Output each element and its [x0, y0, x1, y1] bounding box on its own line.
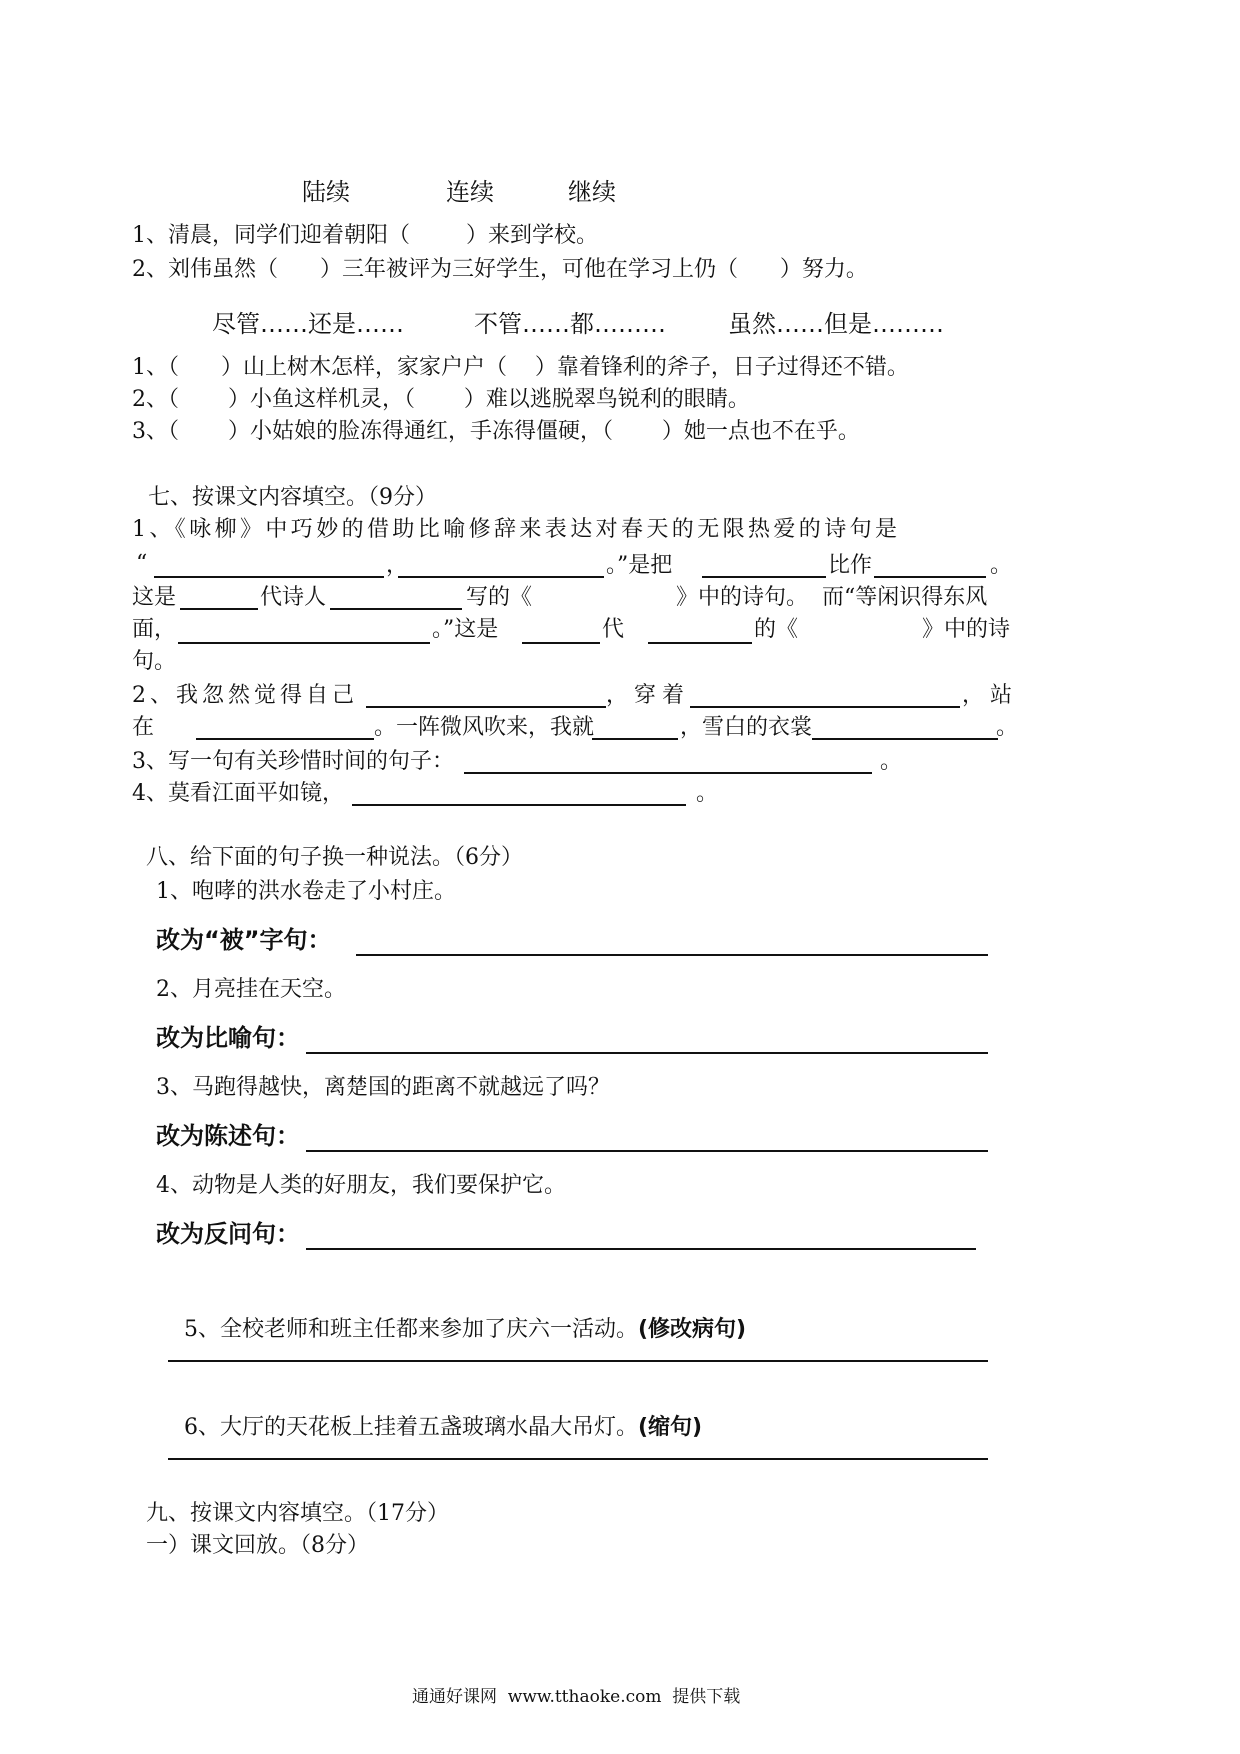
text: 。”这是	[432, 617, 499, 642]
text: 代诗人	[260, 585, 327, 610]
rewrite-label: 改为反问句：	[156, 1220, 300, 1248]
answer-blank[interactable]	[648, 642, 752, 644]
answer-blank[interactable]	[306, 1248, 976, 1250]
subsection-title: 一）课文回放。（8分）	[146, 1533, 369, 1558]
section-title: 七、按课文内容填空。（9分）	[148, 485, 437, 510]
answer-blank[interactable]	[180, 608, 258, 610]
text: 代	[602, 617, 625, 642]
word-choice: 虽然……但是………	[728, 310, 944, 338]
text: 面，	[132, 617, 177, 642]
answer-blank[interactable]	[196, 738, 374, 740]
answer-blank[interactable]	[874, 576, 986, 578]
text: 3、写一句有关珍惜时间的句子：	[132, 749, 454, 774]
answer-blank[interactable]	[356, 954, 988, 956]
word-choice: 尽管……还是……	[212, 310, 404, 338]
text: ，站	[962, 683, 1019, 708]
text: 。一阵微风吹来，我就	[374, 715, 595, 740]
answer-blank[interactable]	[352, 804, 686, 806]
text: 4、莫看江面平如镜，	[132, 781, 344, 806]
text: 句。	[132, 649, 177, 674]
word-choice: 继续	[568, 178, 616, 206]
question-line: 1、咆哮的洪水卷走了小村庄。	[156, 879, 456, 904]
question-text: 6、大厅的天花板上挂着五盏玻璃水晶大吊灯。	[184, 1415, 638, 1440]
footer: 通通好课网 www.tthaoke.com 提供下载	[412, 1687, 741, 1707]
question-line	[170, 1386, 702, 1442]
question-line: 2、刘伟虽然（ ）三年被评为三好学生，可他在学习上仍（ ）努力。	[132, 257, 868, 282]
text: 2、我忽然觉得自己	[132, 683, 358, 708]
text: 。	[996, 715, 1019, 740]
question-line: 3、马跑得越快，离楚国的距离不就越远了吗？	[156, 1075, 610, 1100]
text: ，	[386, 553, 409, 578]
answer-blank[interactable]	[154, 576, 384, 578]
section-title: 八、给下面的句子换一种说法。（6分）	[146, 845, 523, 870]
word-choice: 连续	[446, 178, 494, 206]
text: ，穿着	[606, 683, 691, 708]
text: 。	[880, 749, 903, 774]
answer-blank[interactable]	[398, 576, 604, 578]
answer-blank[interactable]	[812, 738, 998, 740]
answer-blank[interactable]	[592, 738, 678, 740]
question-line: 1、清晨，同学们迎着朝阳（ ）来到学校。	[132, 223, 598, 248]
rewrite-label: 改为比喻句：	[156, 1024, 300, 1052]
text: 。	[696, 781, 719, 806]
answer-blank[interactable]	[168, 1458, 988, 1460]
question-tag: (修改病句)	[638, 1317, 747, 1342]
question-line	[170, 1288, 746, 1344]
question-tag: (缩句)	[638, 1415, 703, 1440]
text: “	[136, 551, 148, 576]
word-choice: 不管……都………	[474, 310, 666, 338]
rewrite-label: 改为陈述句：	[156, 1122, 300, 1150]
answer-blank[interactable]	[306, 1052, 988, 1054]
answer-blank[interactable]	[464, 772, 872, 774]
answer-blank[interactable]	[690, 706, 960, 708]
answer-blank[interactable]	[178, 642, 430, 644]
answer-blank[interactable]	[306, 1150, 988, 1152]
text: 》中的诗	[922, 617, 1011, 642]
question-line: 2、（ ）小鱼这样机灵，（ ）难以逃脱翠鸟锐利的眼睛。	[132, 387, 750, 412]
text: 》中的诗句。 而“等闲识得东风	[676, 585, 988, 610]
answer-blank[interactable]	[168, 1360, 988, 1362]
question-line: 2、月亮挂在天空。	[156, 977, 346, 1002]
answer-blank[interactable]	[522, 642, 600, 644]
question-line: 1、《咏柳》中巧妙的借助比喻修辞来表达对春天的无限热爱的诗句是	[132, 517, 901, 542]
word-choice: 陆续	[302, 178, 350, 206]
text: 比作	[828, 553, 873, 578]
answer-blank[interactable]	[366, 706, 606, 708]
question-line: 3、（ ）小姑娘的脸冻得通红，手冻得僵硬，（ ）她一点也不在乎。	[132, 419, 860, 444]
answer-blank[interactable]	[702, 576, 826, 578]
question-text: 5、全校老师和班主任都来参加了庆六一活动。	[184, 1317, 638, 1342]
question-line: 1、（ ）山上树木怎样，家家户户（ ）靠着锋利的斧子，日子过得还不错。	[132, 355, 909, 380]
question-line: 4、动物是人类的好朋友，我们要保护它。	[156, 1173, 566, 1198]
text: 的《	[754, 617, 799, 642]
rewrite-label: 改为“被”字句：	[156, 926, 332, 954]
section-title: 九、按课文内容填空。（17分）	[146, 1501, 449, 1526]
text: 写的《	[466, 585, 533, 610]
text: 。”是把	[606, 553, 673, 578]
text: 在	[132, 715, 155, 740]
text: 。	[990, 553, 1013, 578]
answer-blank[interactable]	[330, 608, 462, 610]
text: ，雪白的衣裳	[680, 715, 813, 740]
text: 这是	[132, 585, 177, 610]
